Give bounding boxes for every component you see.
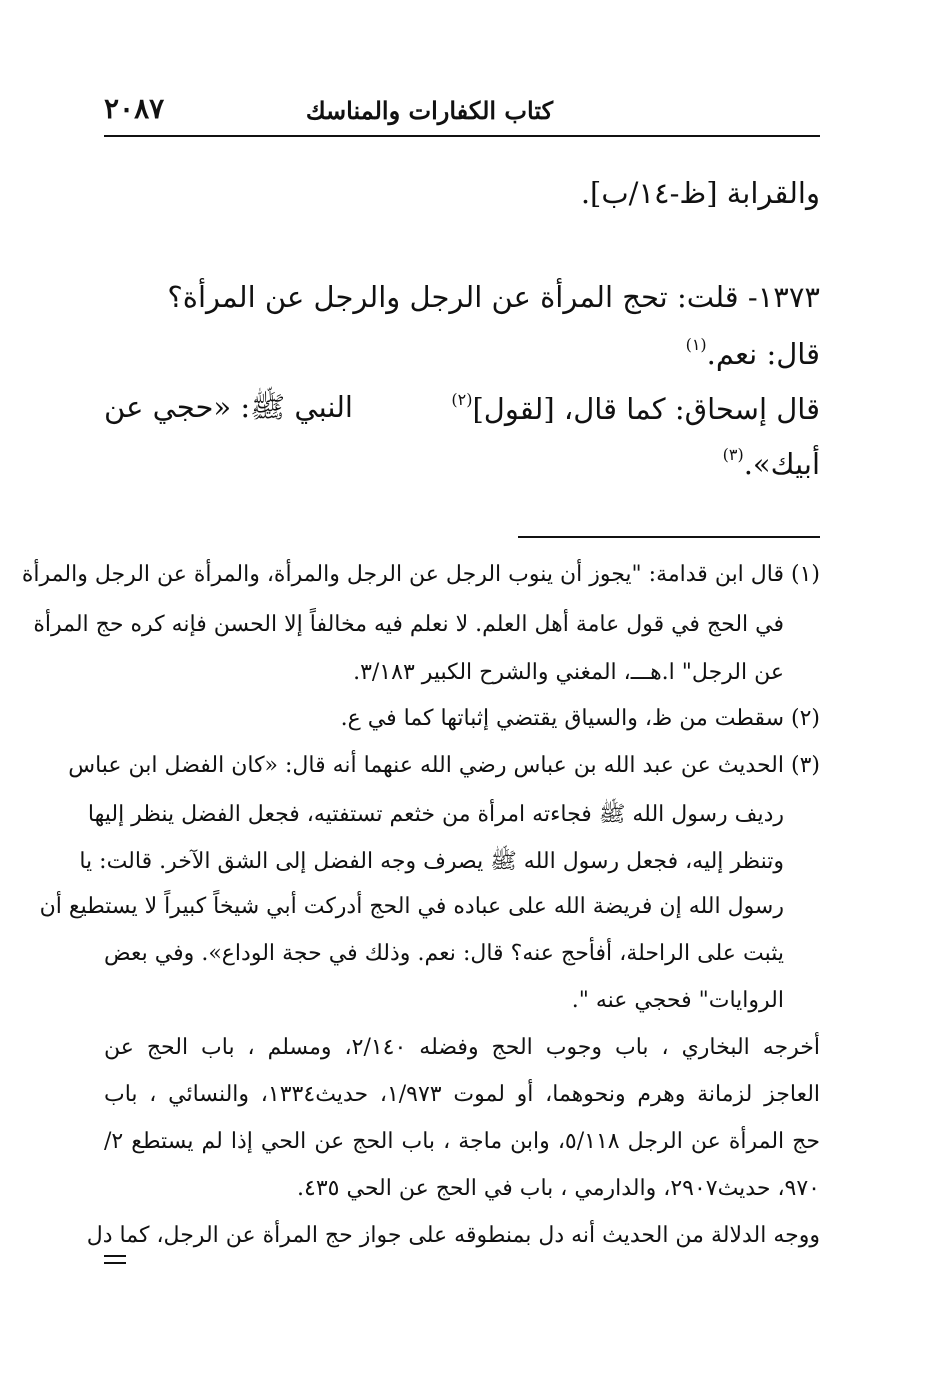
- header-rule: [104, 135, 820, 137]
- footnote-line: الروايات" فحجي عنه ".: [571, 988, 784, 1013]
- footnote-line: ٩٧٠، حديث٢٩٠٧، والدارمي ، باب في الحج عن الحي ٤٣٥.: [297, 1176, 820, 1201]
- book-title: كتاب الكفارات والمناسك: [305, 96, 553, 125]
- main-line-part: [451, 390, 820, 432]
- footnote-line: وتنظر إليه، فجعل رسول الله ﷺ يصرف وجه الفضل إلى الشق الآخر. قالت: يا: [79, 849, 784, 874]
- footnote-separator: [518, 536, 820, 538]
- footnote-line: ووجه الدلالة من الحديث أنه دل بمنطوقه على جواز حج المرأة عن الرجل، كما دل: [86, 1223, 820, 1248]
- main-line: [686, 335, 820, 371]
- main-line-part: النبي ﷺ: «حجي عن: [104, 390, 353, 424]
- main-line: والقرابة [ظ-١٤/ب].: [580, 176, 820, 210]
- footnote-ref: (١): [685, 335, 707, 354]
- footnote-line: رسول الله إن فريضة الله على عباده في الحج أدركت أبي شيخاً كبيراً لا يستطيع أن: [39, 894, 784, 919]
- footnote-line: في الحج في قول عامة أهل العلم. لا نعلم فيه مخالفاً إلا الحسن فإنه كره حج المرأة: [33, 612, 784, 637]
- continuation-mark: [104, 1255, 126, 1269]
- footnote-line: يثبت على الراحلة، أفأحج عنه؟ قال: نعم. وذلك في حجة الوداع». وفي بعض: [104, 941, 784, 966]
- main-line: [104, 390, 820, 432]
- main-line-text: أبيك».: [743, 447, 820, 481]
- footnote-ref: (٢): [451, 390, 473, 409]
- footnote-line: (١) قال ابن قدامة: "يجوز أن ينوب الرجل عن الرجل والمرأة، والمرأة عن الرجل والمرأة: [21, 562, 820, 587]
- footnote-line: (٣) الحديث عن عبد الله بن عباس رضي الله عنهما أنه قال: «كان الفضل ابن عباس: [68, 753, 820, 778]
- footnote-line: حج المرأة عن الرجل ٥/١١٨، وابن ماجة ، باب الحج عن الحي إذا لم يستطع ٢/: [104, 1129, 820, 1154]
- page-number: ٢٠٨٧: [104, 92, 165, 125]
- footnote-line: عن الرجل" ا.هـــ، المغني والشرح الكبير ٣/١٨٣.: [353, 660, 784, 685]
- footnote-line: (٢) سقطت من ظ، والسياق يقتضي إثباتها كما في ع.: [340, 706, 820, 731]
- issue-heading: ١٣٧٣- قلت: تحج المرأة عن الرجل والرجل عن المرأة؟: [167, 280, 820, 314]
- main-line-text: قال: نعم.: [706, 337, 820, 371]
- page-header: [104, 92, 818, 132]
- footnote-line: أخرجه البخاري ، باب وجوب الحج وفضله ٢/١٤٠، ومسلم ، باب الحج عن: [104, 1035, 820, 1060]
- footnote-line: العاجز لزمانة وهرم ونحوهما، أو لموت ١/٩٧٣، حديث١٣٣٤، والنسائي ، باب: [104, 1082, 821, 1107]
- main-line-text: قال إسحاق: كما قال، [لقول]: [472, 392, 820, 426]
- main-line: [723, 445, 820, 481]
- footnote-line: رديف رسول الله ﷺ فجاءته امرأة من خثعم تستفتيه، فجعل الفضل ينظر إليها: [87, 802, 784, 827]
- footnote-ref: (٣): [722, 445, 744, 464]
